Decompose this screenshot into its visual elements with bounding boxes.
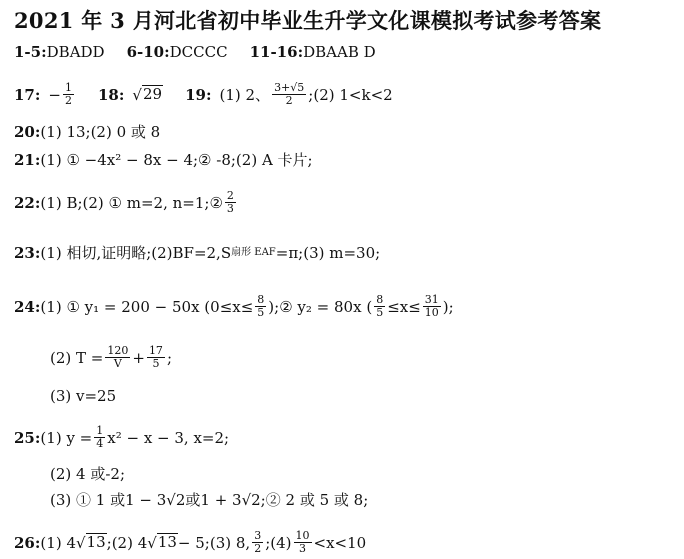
- numerator: 120: [107, 344, 129, 357]
- answer-text: ;: [166, 348, 172, 367]
- square-root: √ 29: [132, 84, 163, 104]
- page-title: 2021 年 3 月河北省初中毕业生升学文化课模拟考试参考答案: [14, 8, 602, 33]
- answer-text: DBAAB D: [303, 43, 376, 61]
- answer-text: (1) 相切,证明略;(2)BF=2,S: [40, 244, 232, 262]
- answer-text: +: [132, 348, 145, 367]
- answer-text: ;(2) 4: [106, 533, 148, 552]
- answer-line-26: [14, 530, 366, 555]
- subscript: 扇形 EAF: [231, 247, 276, 258]
- numerator: 3+√5: [274, 81, 305, 94]
- answer-line-24-2: [50, 345, 172, 370]
- answer-text: x² − x − 3, x=2;: [107, 428, 230, 447]
- question-label: 1-5:: [14, 43, 47, 61]
- question-label: 20:: [14, 123, 41, 141]
- question-label: 17:: [14, 85, 41, 104]
- question-label: 6-10:: [126, 43, 170, 61]
- answer-text: );: [442, 297, 454, 316]
- answer-text: (1) B;(2) ① m=2, n=1;②: [40, 193, 223, 212]
- fraction: [255, 294, 266, 319]
- question-label: 11-16:: [249, 43, 304, 61]
- denominator: V: [113, 357, 122, 370]
- answer-line-mc: [14, 42, 376, 62]
- answer-line-17-19: [14, 82, 393, 107]
- numerator: 3: [254, 529, 262, 542]
- numerator: 17: [148, 344, 163, 357]
- answer-text: DBADD: [46, 43, 105, 61]
- denominator: 3: [299, 542, 306, 555]
- denominator: 3: [226, 202, 234, 215]
- sign: −: [48, 85, 61, 104]
- denominator: 10: [424, 306, 439, 319]
- answer-text: <x<10: [313, 533, 367, 552]
- question-label: 25:: [14, 428, 41, 447]
- fraction: [272, 82, 306, 107]
- question-label: 26:: [14, 533, 41, 552]
- denominator: 4: [96, 437, 104, 450]
- answer-text: (2) 4 或-2;: [50, 465, 125, 483]
- fraction: [94, 425, 105, 450]
- answer-text: ≤x≤: [387, 297, 421, 316]
- denominator: 5: [152, 357, 160, 370]
- answer-text: ;(4): [265, 533, 292, 552]
- answer-text: (1) ① −4x² − 8x − 4;② -8;(2) A 卡片;: [40, 151, 313, 169]
- fraction: [374, 294, 385, 319]
- question-label: 19:: [185, 85, 212, 104]
- fraction: [423, 294, 441, 319]
- numerator: 31: [424, 293, 439, 306]
- answer-line-25-3: [50, 490, 368, 510]
- denominator: 2: [285, 94, 293, 107]
- answer-line-24: [14, 294, 454, 319]
- answer-line-24-3: [50, 386, 116, 406]
- numerator: 10: [295, 529, 310, 542]
- answer-text: DCCCC: [169, 43, 228, 61]
- answer-text: (1) 13;(2) 0 或 8: [40, 123, 161, 141]
- radicand: 29: [142, 84, 163, 103]
- denominator: 2: [254, 542, 262, 555]
- fraction: [147, 345, 165, 370]
- fraction: [63, 82, 74, 107]
- radicand: 13: [86, 532, 106, 551]
- denominator: 5: [257, 306, 265, 319]
- question-label: 21:: [14, 151, 41, 169]
- square-root: √ 13: [147, 532, 177, 552]
- answer-text: (3) v=25: [50, 387, 117, 405]
- fraction: [294, 530, 312, 555]
- answer-text: (3) ① 1 或1 − 3√2或1 + 3√2;② 2 或 5 或 8;: [50, 491, 369, 509]
- answer-text: (2) T =: [50, 348, 104, 367]
- square-root: √ 13: [75, 532, 106, 552]
- numerator: 1: [96, 424, 104, 437]
- answer-line-25: [14, 425, 229, 450]
- answer-text: (1) 2、: [219, 85, 271, 104]
- question-label: 24:: [14, 297, 41, 316]
- numerator: 1: [65, 81, 72, 94]
- radicand: 13: [157, 532, 177, 551]
- question-label: 18:: [98, 85, 125, 104]
- answer-line-23: [14, 243, 380, 263]
- denominator: 2: [65, 94, 72, 107]
- answer-text: (1) ① y₁ = 200 − 50x (0≤x≤: [40, 297, 254, 316]
- numerator: 8: [257, 293, 265, 306]
- answer-line-25-2: [50, 464, 125, 484]
- fraction: [252, 530, 263, 555]
- fraction: [225, 190, 236, 215]
- numerator: 2: [226, 189, 234, 202]
- answer-text: (1) y =: [40, 428, 93, 447]
- question-label: 22:: [14, 193, 41, 212]
- answer-text: ;(2) 1<k<2: [308, 85, 393, 104]
- answer-line-21: [14, 150, 313, 170]
- denominator: 5: [376, 306, 384, 319]
- answer-text: );② y₂ = 80x (: [268, 297, 373, 316]
- question-label: 23:: [14, 244, 41, 262]
- answer-text: (1) 4: [40, 533, 76, 552]
- numerator: 8: [376, 293, 384, 306]
- answer-text: =π;(3) m=30;: [275, 244, 381, 262]
- answer-text: − 5;(3) 8,: [177, 533, 251, 552]
- fraction: [105, 345, 130, 370]
- answer-line-20: [14, 122, 160, 142]
- answer-line-22: [14, 190, 238, 215]
